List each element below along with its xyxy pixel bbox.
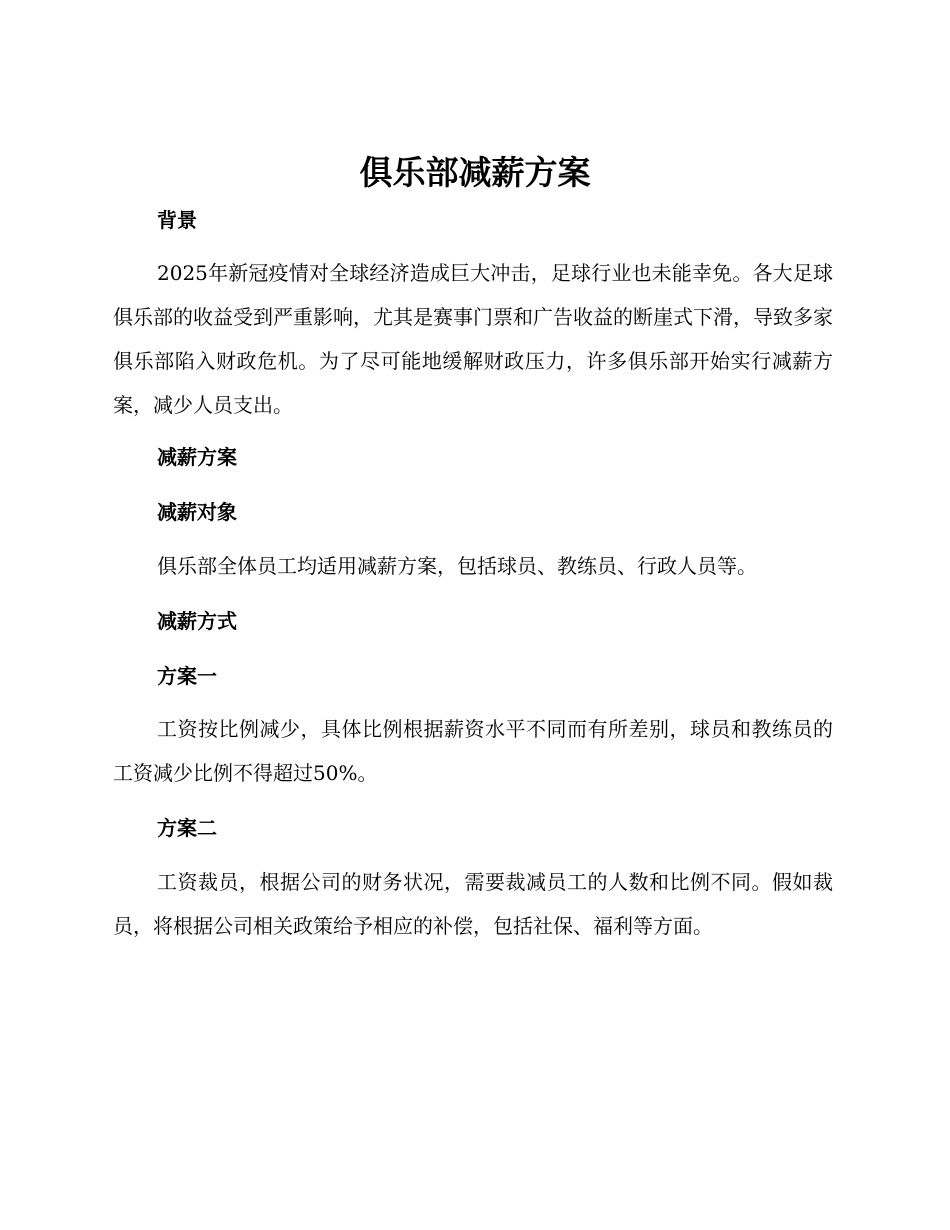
option1-heading: 方案一 [157, 664, 217, 688]
background-paragraph: 2025年新冠疫情对全球经济造成巨大冲击，足球行业也未能幸免。各大足球俱乐部的收益受到严重影响，尤其是赛事门票和广告收益的断崖式下滑，导致多家俱乐部陷入财政危机。为了尽可能地缓解财政压力，许多俱乐部开始实行减薪方案，减少人员支出。 [113, 261, 833, 417]
option1-paragraph: 工资按比例减少，具体比例根据薪资水平不同而有所差别，球员和教练员的工资减少比例不得超过50%。 [113, 717, 833, 785]
target-paragraph: 俱乐部全体员工均适用减薪方案，包括球员、教练员、行政人员等。 [157, 554, 757, 578]
document-title: 俱乐部减薪方案 [359, 153, 591, 192]
method-heading: 减薪方式 [157, 609, 237, 633]
background-heading: 背景 [157, 208, 197, 232]
plan-heading: 减薪方案 [157, 445, 237, 469]
option2-heading: 方案二 [157, 816, 217, 840]
target-heading: 减薪对象 [157, 500, 237, 524]
option2-paragraph: 工资裁员，根据公司的财务状况，需要裁减员工的人数和比例不同。假如裁员，将根据公司相关政策给予相应的补偿，包括社保、福利等方面。 [113, 870, 833, 938]
